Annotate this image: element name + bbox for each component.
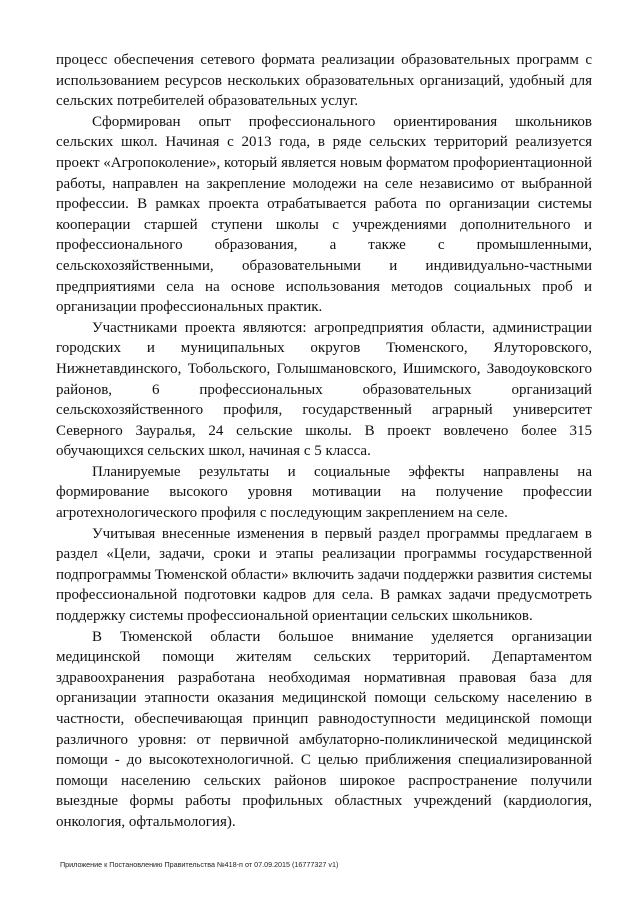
paragraph-medical-care: В Тюменской области большое внимание уделяется организации медицинской помощи жителям сельских территорий. Департаментом здравоохранения разработана необходимая нормативная правовая база для организации этапности оказания медицинской помощи сельскому населению в частности, обеспечивающая принцип равнодоступности медицинской помощи различного уровня: от первичной амбулаторно-поликлинической медицинской помощи - до высокотехнологичной. С целью приближения специализированной помощи населению сельских районов широкое распространение получили выездные формы работы профильных областных учреждений (кардиология, онкология, офтальмология).	[56, 628, 592, 830]
paragraph-agropokolenie: Сформирован опыт профессионального ориентирования школьников сельских школ. Начиная с 2013 года, в ряде сельских территорий реализуется проект «Агропоколение», который является новым форматом профориентационной работы, направлен на закрепление молодежи на селе независимо от выбранной профессии. В рамках проекта отрабатывается работа по организации системы кооперации старшей ступени школы с учреждениями дополнительного и профессионального образования, а также с промышленными, сельскохозяйственными, образовательными и индивидуально-частными предприятиями села на основе использования методов социальных проб и организации профессиональных практик.	[56, 113, 592, 316]
document-page	[56, 50, 592, 833]
paragraph-participants: Участниками проекта являются: агропредприятия области, администрации городских и муниципальных округов Тюменского, Ялуторовского, Нижнетавдинского, Тобольского, Голышмановского, Ишимского, Заводоуковского районов, 6 профессиональных образовательных организаций сельскохозяйственного профиля, государственный аграрный университет Северного Зауралья, 24 сельские школы. В проект вовлечено более 315 обучающихся сельских школ, начиная с 5 класса.	[56, 319, 592, 460]
paragraph-planned-results: Планируемые результаты и социальные эффекты направлены на формирование высокого уровня мотивации на получение профессии агротехнологического профиля с последующим закреплением на селе.	[56, 463, 592, 522]
paragraph-program-changes: Учитывая внесенные изменения в первый раздел программы предлагаем в раздел «Цели, задачи, сроки и этапы реализации программы государственной подпрограммы Тюменской области» включить задачи поддержки развития системы профессиональной подготовки кадров для села. В рамках задачи предусмотреть поддержку системы профессиональной ориентации сельских школьников.	[56, 525, 592, 625]
page-footer: Приложение к Постановлению Правительства №418-п от 07.09.2015 (16777327 v1)	[60, 860, 339, 869]
paragraph-continuation: процесс обеспечения сетевого формата реализации образовательных программ с использованием ресурсов нескольких образовательных организаций, удобный для сельских потребителей образовательных услуг.	[56, 52, 592, 110]
